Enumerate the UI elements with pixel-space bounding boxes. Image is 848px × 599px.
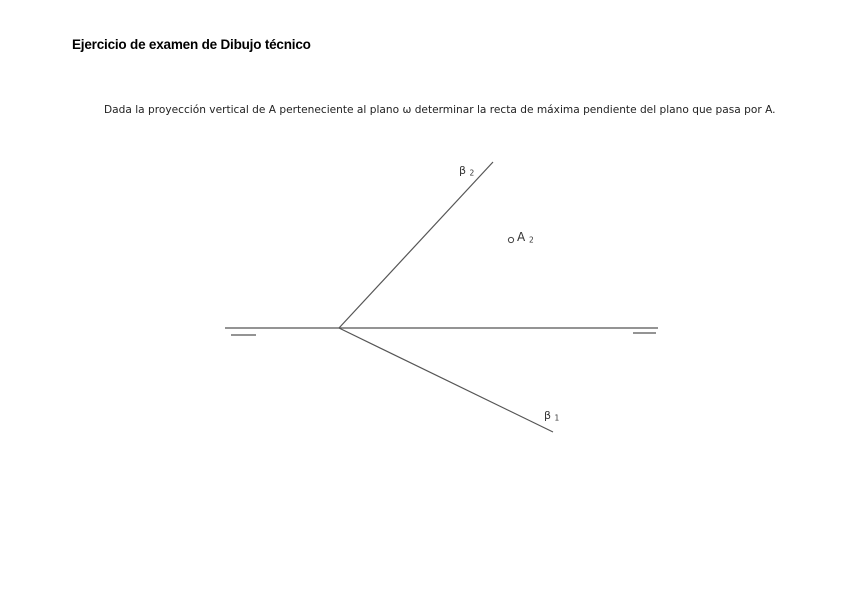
trace-beta1-line	[339, 328, 553, 432]
trace-beta2-line	[339, 162, 493, 328]
label-beta1: β 1	[544, 409, 560, 423]
exercise-title: Ejercicio de examen de Dibujo técnico	[72, 37, 311, 52]
point-a2-marker	[508, 237, 513, 242]
exercise-statement: Dada la proyección vertical de A perteneciente al plano ω determinar la recta de máxima pendiente del plano que pasa por A.	[104, 104, 776, 116]
label-beta2: β 2	[459, 164, 475, 178]
label-a2: A 2	[517, 230, 534, 245]
